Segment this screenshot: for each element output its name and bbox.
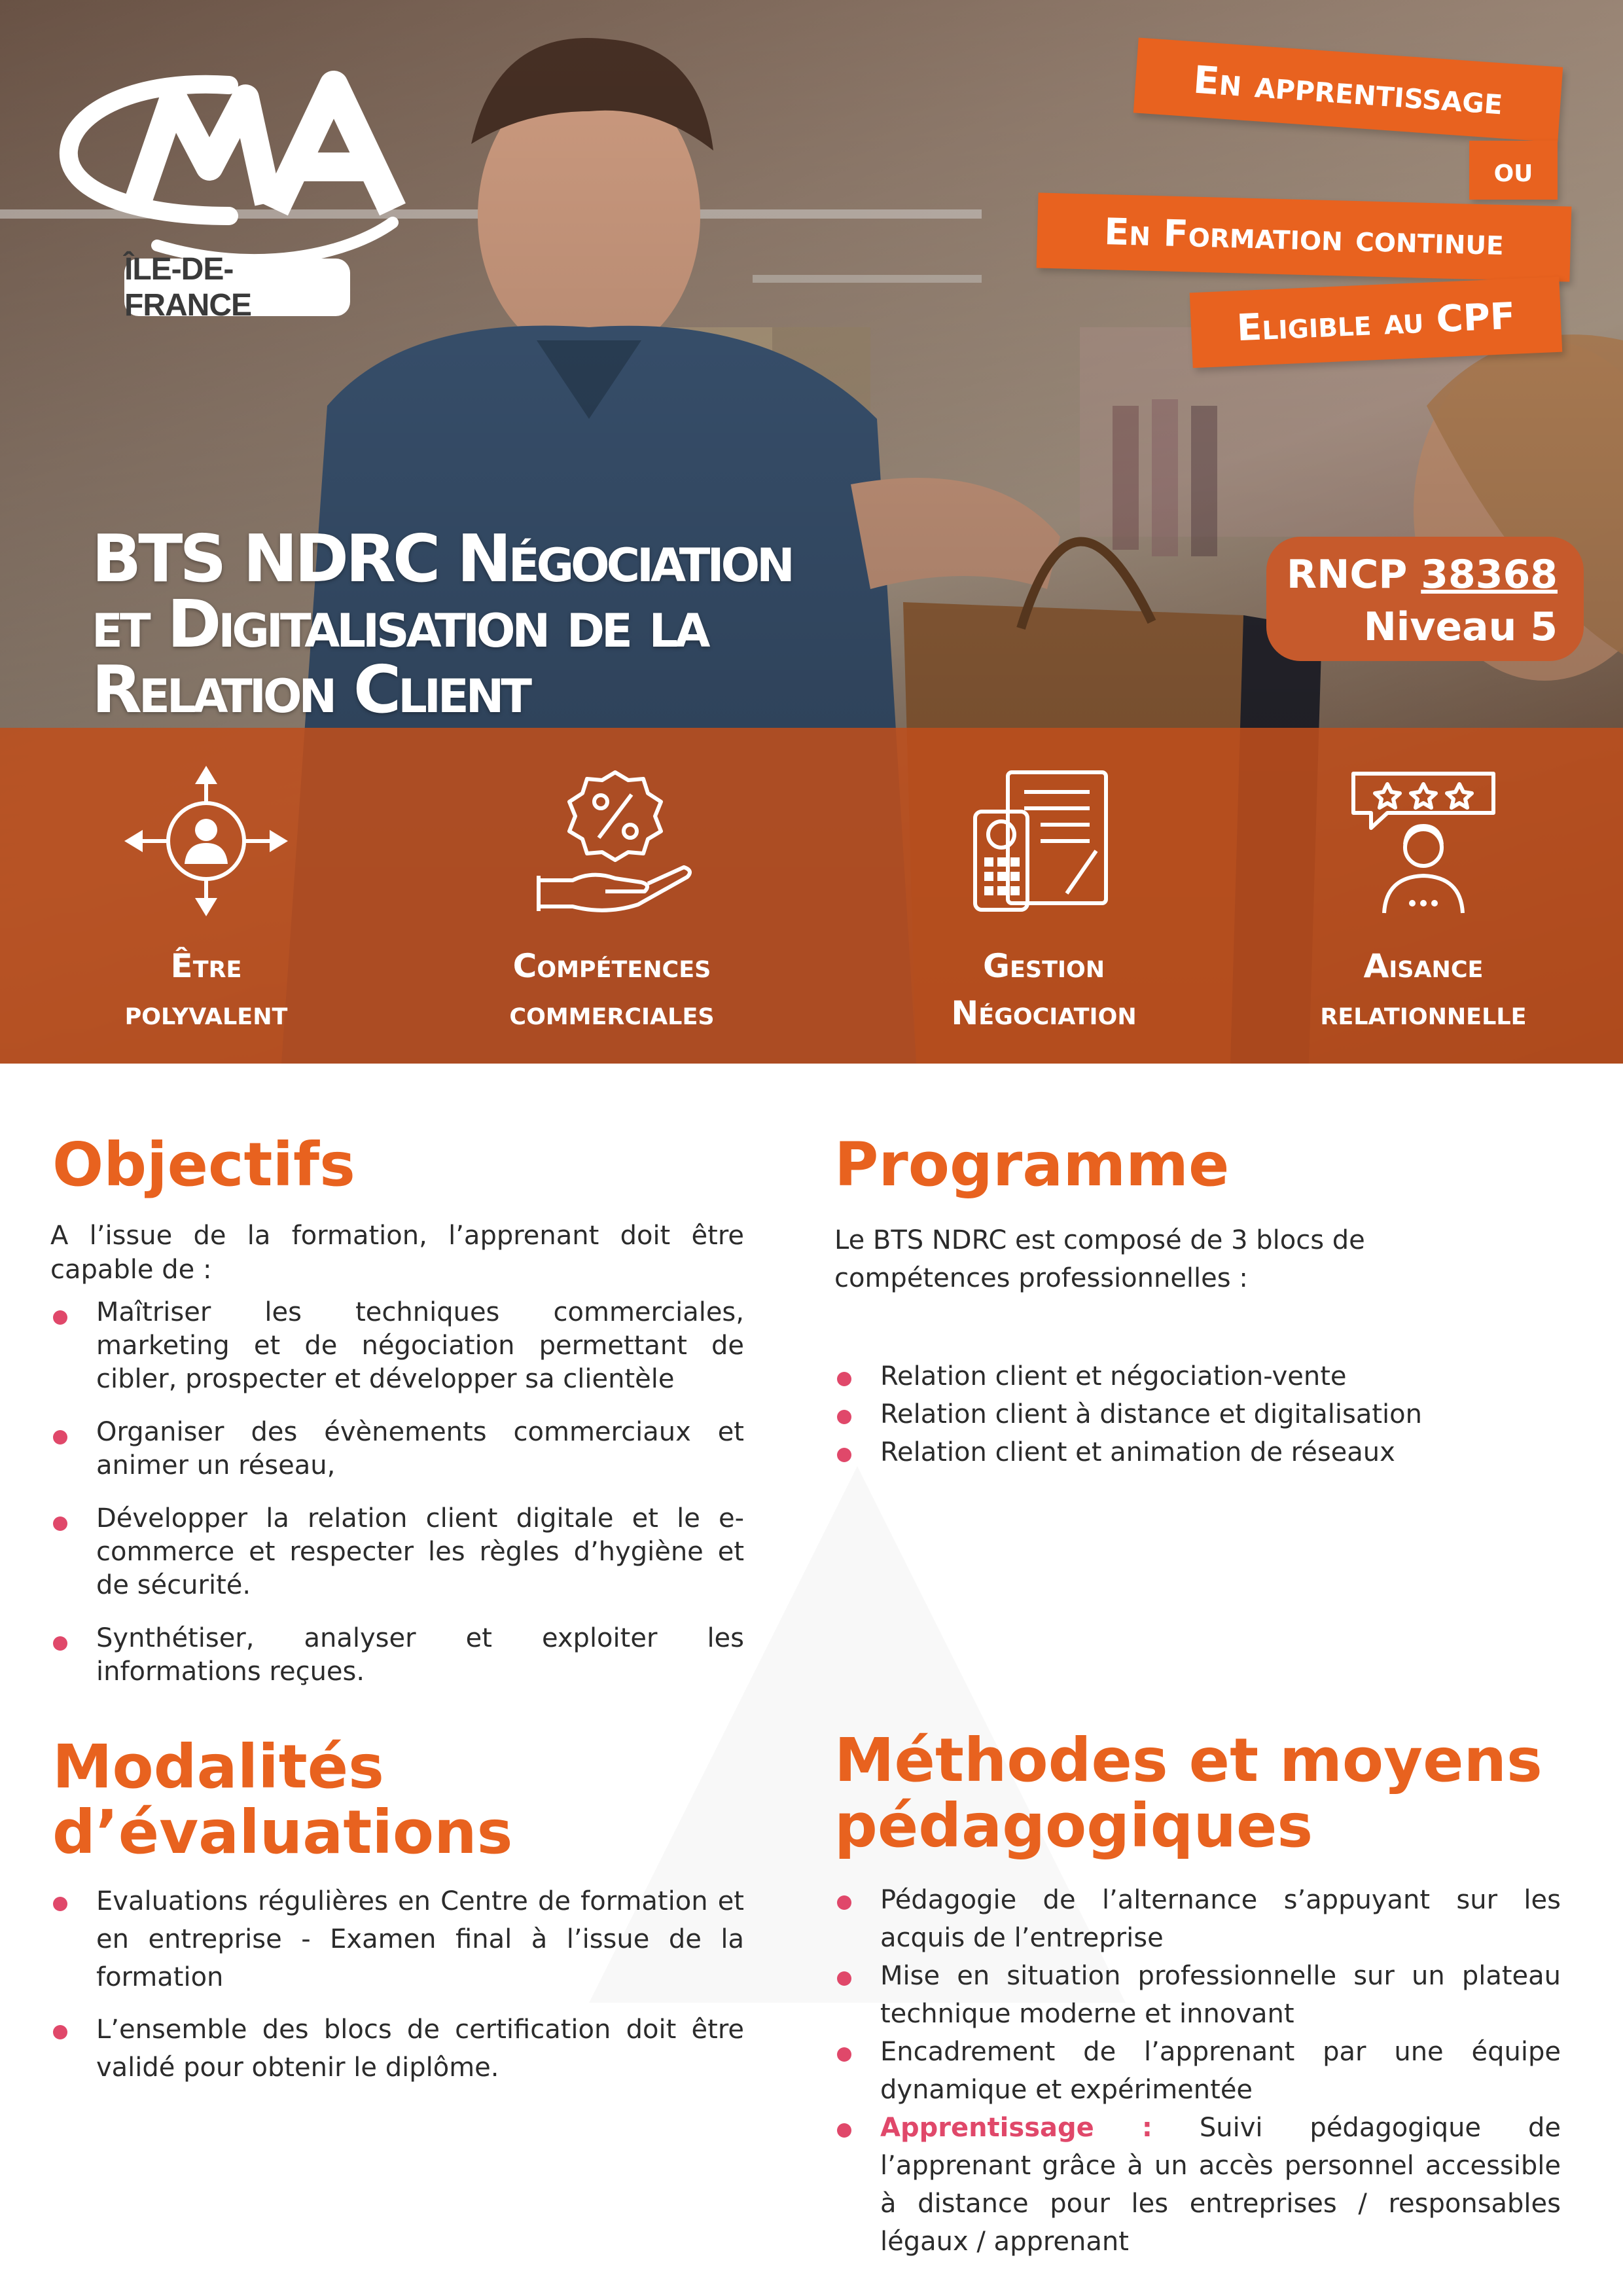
- rncp-badge: [1266, 537, 1584, 661]
- objectifs-intro: A l’issue de la formation, l’apprenant doit être capable de :: [50, 1221, 744, 1285]
- rncp-number: 38368: [1421, 552, 1558, 598]
- percent-hand-icon: [533, 766, 697, 916]
- bullet-dot: [53, 1897, 67, 1911]
- list-item: Synthétiser, analyser et exploiter les informations reçues.: [50, 1622, 744, 1689]
- ribbon-cpf: Eligible au CPF: [1190, 277, 1562, 368]
- bullet-dot: [837, 2047, 851, 2062]
- rncp-label: RNCP: [1286, 552, 1408, 598]
- list-item: Organiser des évènements commerciaux et animer un réseau,: [50, 1416, 744, 1482]
- bullet-dot: [837, 1971, 851, 1986]
- page-title-line-3: Relation Client: [92, 651, 529, 728]
- compass-person-icon: [124, 766, 288, 916]
- highlight-label-competences: Compétences commerciales: [509, 947, 715, 1032]
- rating-speech-icon: [1342, 766, 1505, 916]
- bullet-dot: [837, 1448, 851, 1462]
- methodes-list: [834, 1881, 1561, 2261]
- page-title-line-2: et Digitalisation de la: [92, 586, 707, 662]
- bullet-dot: [53, 1516, 67, 1531]
- modalites-list: [50, 1882, 744, 2087]
- ribbon-ou: ou: [1469, 141, 1558, 200]
- bullet-dot: [837, 1372, 851, 1386]
- bullet-dot: [53, 1636, 67, 1651]
- apprentissage-highlight: Apprentissage :: [880, 2113, 1152, 2143]
- list-item: Apprentissage : Suivi pédagogique de l’apprenant grâce à un accès personnel accessible à distance pour les entreprises / responsables légaux / apprenant: [834, 2109, 1561, 2261]
- rncp-level: Niveau 5: [1363, 604, 1558, 650]
- list-item: Encadrement de l’apprenant par une équipe dynamique et expérimentée: [834, 2033, 1561, 2109]
- ribbon-apprentissage: En apprentissage: [1133, 37, 1563, 142]
- list-item: Pédagogie de l’alternance s’appuyant sur les acquis de l’entreprise: [834, 1881, 1561, 1957]
- list-item: Relation client à distance et digitalisation: [834, 1395, 1574, 1433]
- bullet-dot: [53, 2025, 67, 2039]
- list-item: Développer la relation client digitale et le e-commerce et respecter les règles d’hygiène et de sécurité.: [50, 1502, 744, 1602]
- methodes-heading: Méthodes et moyens pédagogiques: [834, 1725, 1543, 1861]
- modalites-heading: Modalités d’évaluations: [52, 1732, 513, 1867]
- list-item: L’ensemble des blocs de certification doit être validé pour obtenir le diplôme.: [50, 2011, 744, 2087]
- bullet-dot: [53, 1310, 67, 1325]
- invoice-calculator-icon: [962, 766, 1126, 916]
- bullet-dot: [837, 1410, 851, 1424]
- bullet-dot: [837, 2123, 851, 2138]
- list-item: Relation client et animation de réseaux: [834, 1433, 1574, 1471]
- logo-region-badge: ÎLE-DE-FRANCE: [124, 259, 350, 316]
- objectifs-list: [50, 1296, 744, 1689]
- programme-intro: Le BTS NDRC est composé de 3 blocs de compétences professionnelles :: [834, 1225, 1365, 1293]
- highlight-label-aisance: Aisance relationnelle: [1320, 947, 1527, 1032]
- objectifs-heading: Objectifs: [52, 1130, 355, 1200]
- ribbon-formation-continue: En Formation continue: [1037, 192, 1572, 281]
- bullet-dot: [837, 1895, 851, 1910]
- programme-list: [834, 1357, 1574, 1471]
- list-item: Mise en situation professionnelle sur un plateau technique moderne et innovant: [834, 1957, 1561, 2033]
- list-item: Evaluations régulières en Centre de formation et en entreprise - Examen final à l’issue de la formation: [50, 1882, 744, 1996]
- page-title-line-1: BTS NDRC Négociation: [92, 520, 792, 597]
- list-item: Relation client et négociation-vente: [834, 1357, 1574, 1395]
- bullet-dot: [53, 1430, 67, 1444]
- hero-banner: [0, 0, 1623, 1064]
- highlight-label-polyvalent: Être polyvalent: [124, 947, 288, 1032]
- highlight-label-gestion: Gestion Négociation: [951, 947, 1137, 1032]
- list-item: Maîtriser les techniques commerciales, marketing et de négociation permettant de cibler, prospecter et développer sa clientèle: [50, 1296, 744, 1396]
- programme-heading: Programme: [834, 1130, 1230, 1200]
